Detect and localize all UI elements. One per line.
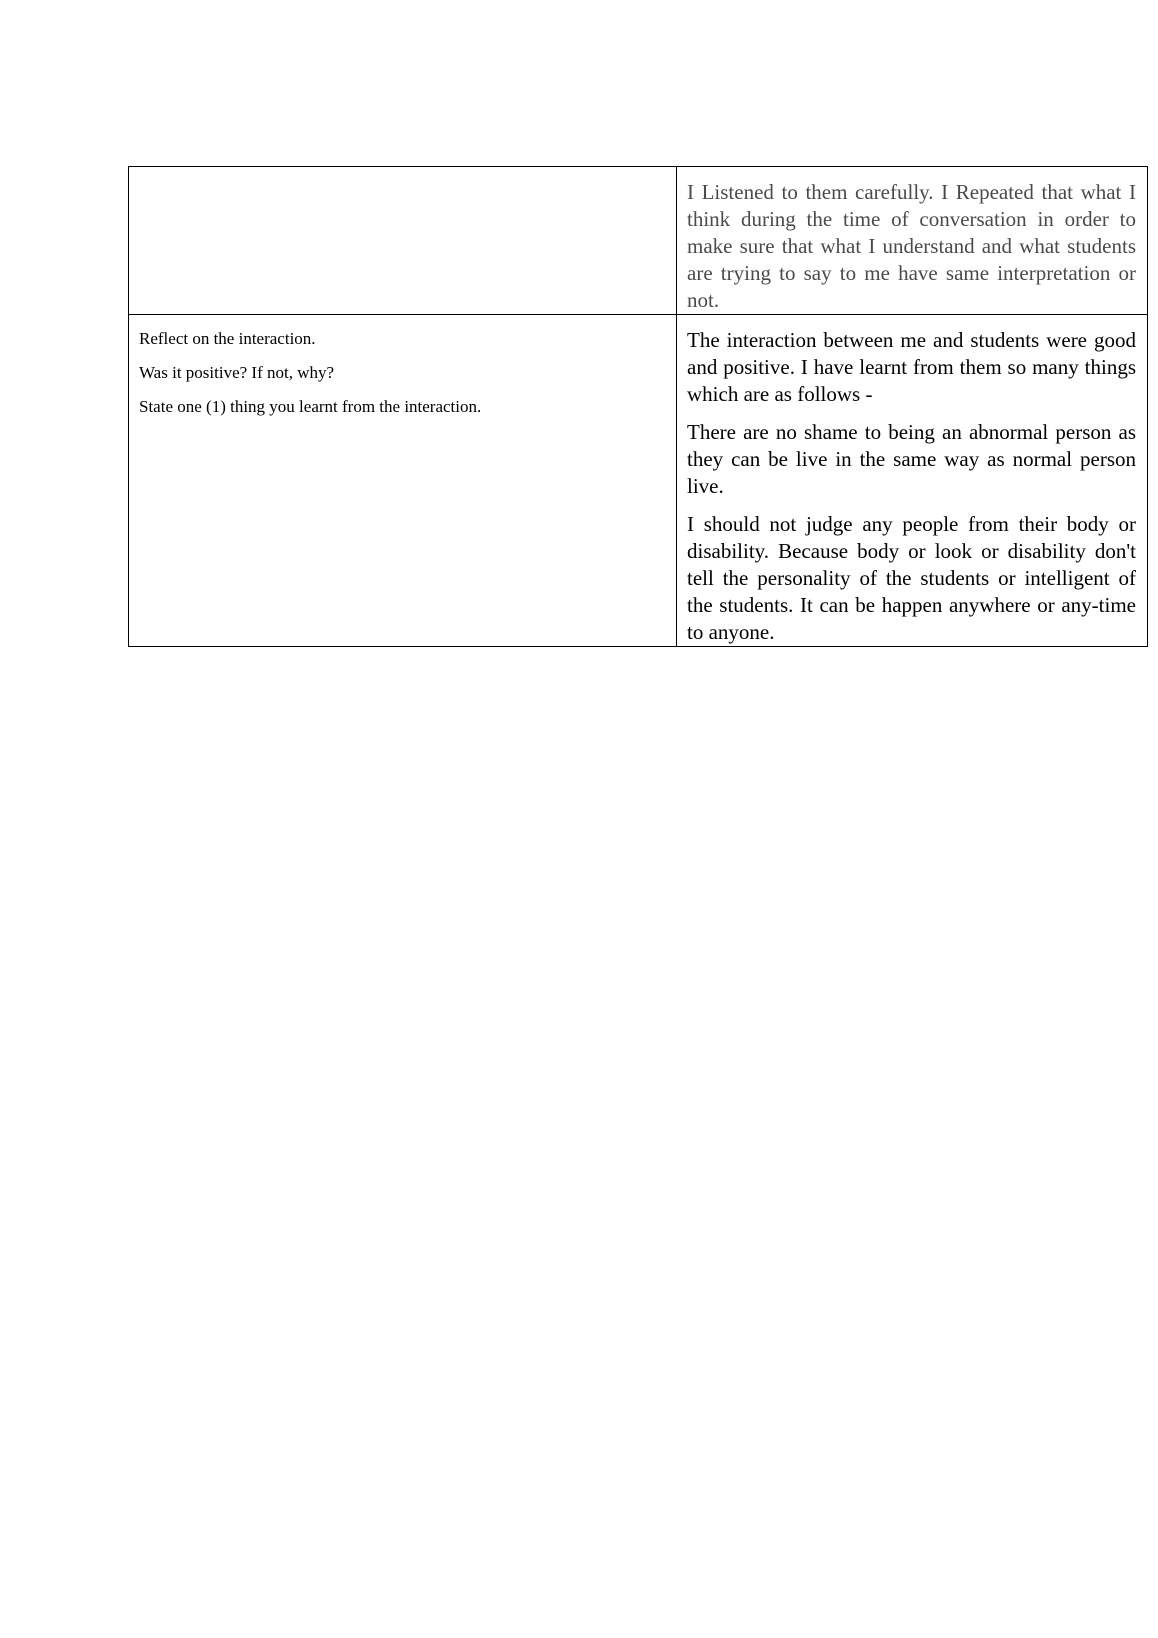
table-row (129, 167, 1148, 315)
prompt-positive: Was it positive? If not, why? (139, 363, 335, 382)
table-cell-answer (677, 167, 1148, 315)
answer-paragraph-1: The interaction between me and students were good and positive. I have learnt from them so many things which are as follows - (687, 328, 1136, 406)
listening-answer-text: I Listened to them carefully. I Repeated that what I think during the time of conversation in order to make sure that what I understand and what students are trying to say to me have same interpretation or not. (687, 180, 1136, 312)
reflection-table (128, 166, 1148, 647)
answer-paragraph-3: I should not judge any people from their body or disability. Because body or look or disability don't tell the personality of the students or intelligent of the students. It can be happen anywhere or any-time to anyone. (687, 512, 1136, 644)
table-cell-answer (677, 315, 1148, 647)
table-cell-empty (129, 167, 677, 315)
table-row (129, 315, 1148, 647)
answer-paragraph-2: There are no shame to being an abnormal person as they can be live in the same way as normal person live. (687, 420, 1136, 498)
cell-content (129, 167, 676, 180)
table-cell-prompt (129, 315, 677, 647)
prompt-reflect: Reflect on the interaction. (139, 329, 316, 348)
prompt-learnt: State one (1) thing you learnt from the interaction. (139, 397, 482, 416)
